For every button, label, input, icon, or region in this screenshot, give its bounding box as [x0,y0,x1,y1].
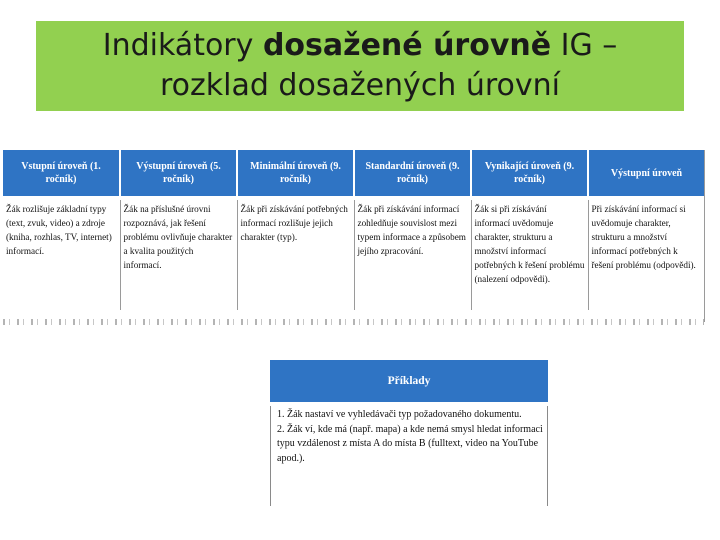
header-output-level: Výstupní úroveň [588,150,704,196]
table-right-border [704,150,705,322]
examples-heading: Příklady [270,360,548,406]
cell-minimal-level: Žák při získávání potřebných informací rozlišuje jejich charakter (typ). [237,200,354,310]
header-output-level-5: Výstupní úroveň (5. ročník) [120,150,237,196]
header-standard-level: Standardní úroveň (9. ročník) [354,150,471,196]
title-part-1: Indikátory [102,28,263,63]
example-item-2: 2. Žák ví, kde má (např. mapa) a kde nemá smysl hledat informaci typu vzdálenost z místa A do místa B (fulltext, video na YouTube apod.). [277,423,543,464]
levels-header-row [3,150,704,196]
cell-output-level: Při získávání informací si uvědomuje charakter, strukturu a množství informací potřebných k řešení problému (odpovědi). [588,200,704,310]
title-part-2: IG – [551,28,618,63]
table-row [3,200,704,310]
cell-entry-level: Žák rozlišuje základní typy (text, zvuk, video) a zdroje (kniha, rozhlas, TV, internet) informací. [6,204,112,256]
cell-excellent-level: Žák si při získávání informací uvědomuje charakter, strukturu a množství informací potřebných k řešení problému (nalezení odpovědi). [471,200,588,310]
example-item-1: 1. Žák nastaví ve vyhledávači typ požadovaného dokumentu. [277,409,522,420]
cell-standard-level: Žák při získávání informací zohledňuje souvislost mezi typem informace a způsobem jejího zpracování. [354,200,471,310]
examples-body [270,406,548,506]
levels-table [3,150,704,310]
examples-box [270,360,548,506]
header-excellent-level: Vynikající úroveň (9. ročník) [471,150,588,196]
title-line-2: rozklad dosažených úrovní [159,68,561,103]
title-line-1 [103,26,618,66]
cell-output-level-5: Žák na příslušné úrovni rozpoznává, jak řešení problému ovlivňuje charakter a kvalita použitých informací. [120,200,237,310]
header-entry-level: Vstupní úroveň (1. ročník) [3,150,120,196]
slide-title [36,21,684,111]
title-bold-part: dosažené úrovně [262,28,552,63]
cropped-row-remnant [3,319,704,325]
header-minimal-level: Minimální úroveň (9. ročník) [237,150,354,196]
